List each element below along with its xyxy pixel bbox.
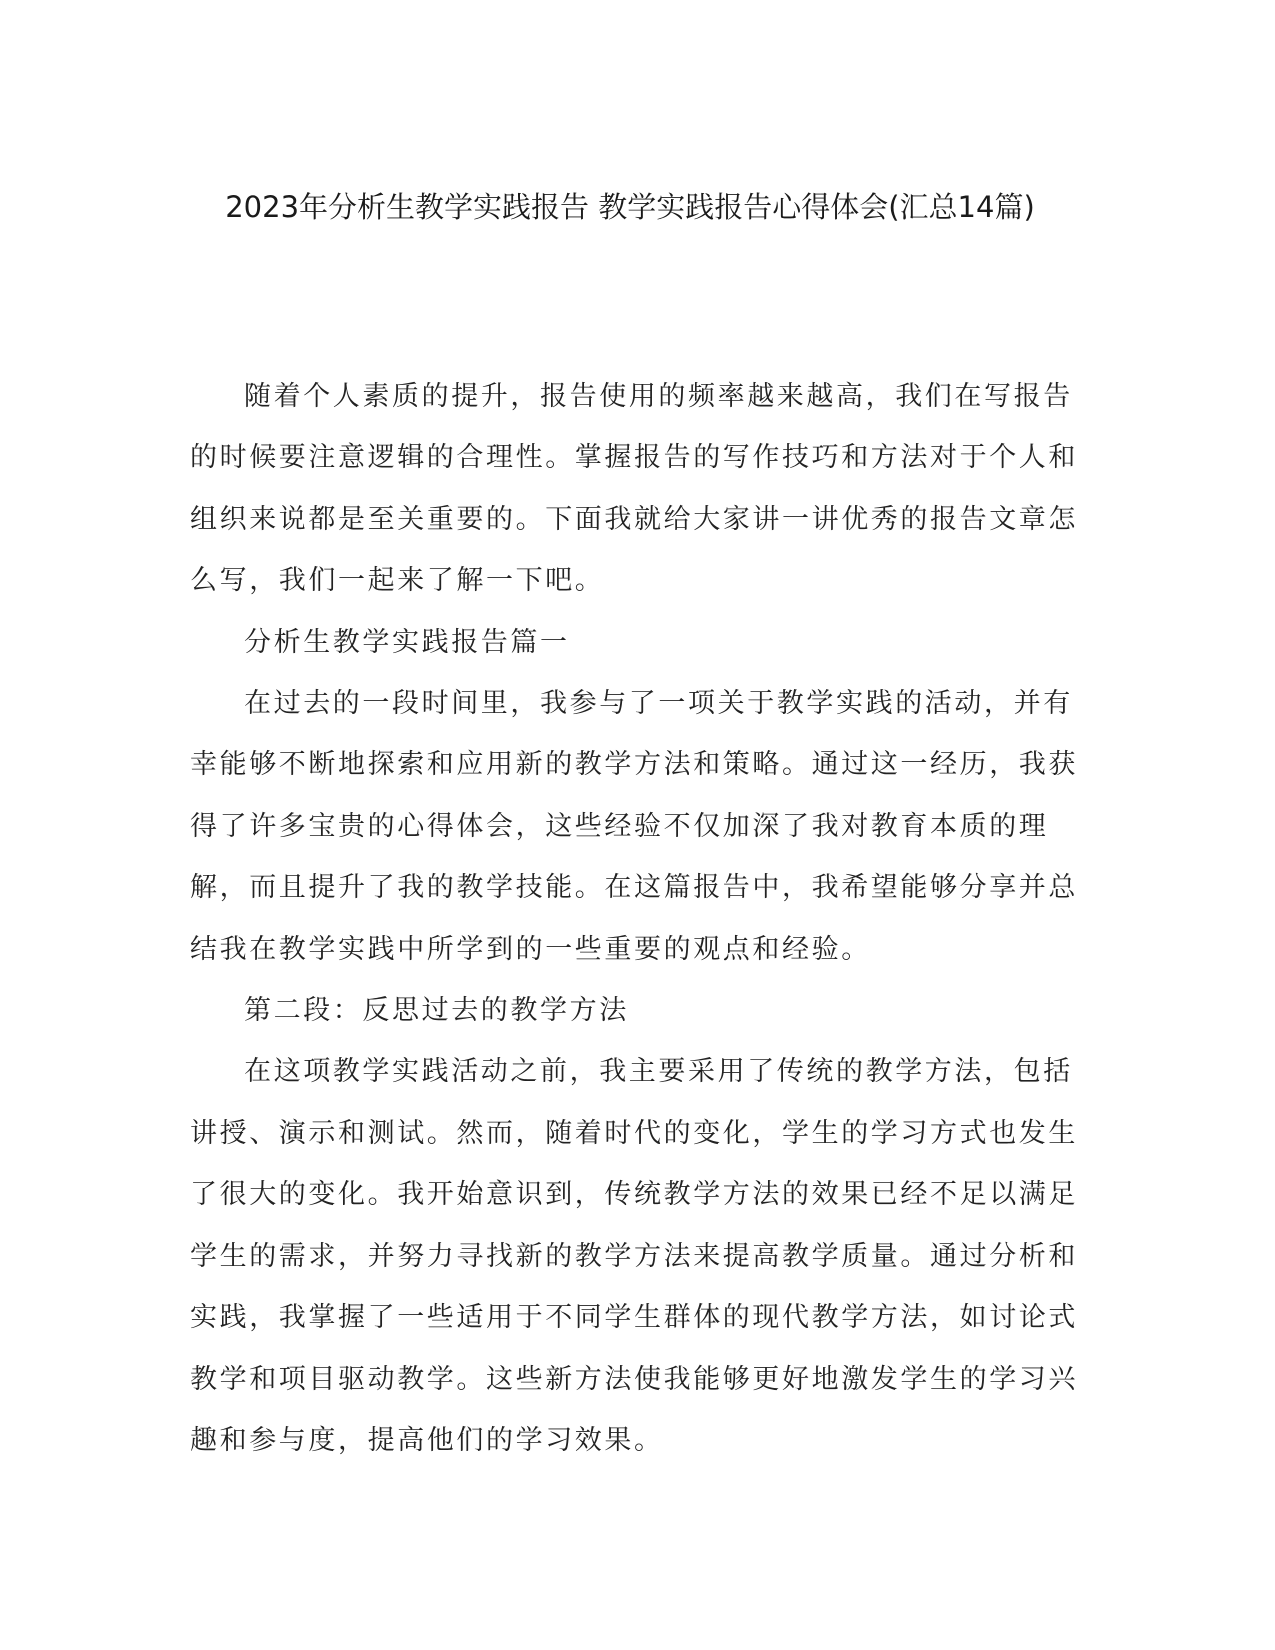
section-heading-second-part: 第二段：反思过去的教学方法 (244, 995, 629, 1027)
section-heading-part-one: 分析生教学实践报告篇一 (244, 626, 570, 658)
body-paragraph: 在这项教学实践活动之前，我主要采用了传统的教学方法，包括讲授、演示和测试。然而，随着时代的变化，学生的学习方式也发生了很大的变化。我开始意识到，传统教学方法的效果已经不足以满足学生的需求，并努力寻找新的教学方法来提高教学质量。通过分析和实践，我掌握了一些适用于不同学生群体的现代教学方法，如讨论式教学和项目驱动教学。这些新方法使我能够更好地激发学生的学习兴趣和参与度，提高他们的学习效果。 (190, 1056, 1078, 1456)
document-title: 2023年分析生教学实践报告 教学实践报告心得体会(汇总14篇) (225, 190, 1035, 224)
body-paragraph: 在过去的一段时间里，我参与了一项关于教学实践的活动，并有幸能够不断地探索和应用新的教学方法和策略。通过这一经历，我获得了许多宝贵的心得体会，这些经验不仅加深了我对教育本质的理解，而且提升了我的教学技能。在这篇报告中，我希望能够分享并总结我在教学实践中所学到的一些重要的观点和经验。 (190, 688, 1078, 965)
document-body (190, 366, 1080, 1471)
intro-paragraph: 随着个人素质的提升，报告使用的频率越来越高，我们在写报告的时候要注意逻辑的合理性。掌握报告的写作技巧和方法对于个人和组织来说都是至关重要的。下面我就给大家讲一讲优秀的报告文章怎么写，我们一起来了解一下吧。 (190, 381, 1078, 597)
